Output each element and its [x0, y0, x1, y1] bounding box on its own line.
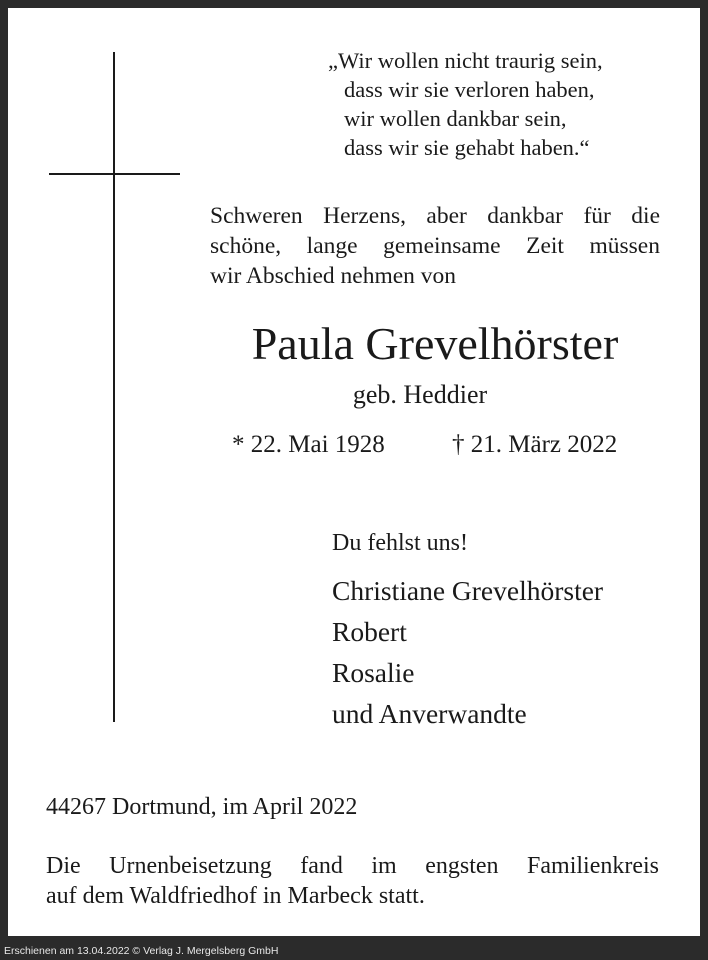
obituary-card	[8, 8, 700, 936]
quote-line: wir wollen dankbar sein,	[344, 106, 567, 131]
death-date: † 21. März 2022	[452, 431, 618, 458]
notice-line: auf dem Waldfriedhof in Marbeck statt.	[46, 883, 425, 909]
intro-line: wir Abschied nehmen von	[210, 263, 457, 289]
family-member: Christiane Grevelhörster	[332, 575, 604, 606]
family-member: Robert	[332, 616, 407, 647]
miss-you-text: Du fehlst uns!	[332, 530, 468, 556]
cross-icon-vertical-bar	[113, 52, 115, 722]
cross-icon-horizontal-bar	[49, 173, 180, 175]
place-date: 44267 Dortmund, im April 2022	[46, 794, 358, 820]
intro-text	[210, 201, 660, 291]
intro-line: schöne, lange gemeinsame Zeit müssen	[210, 233, 660, 259]
deceased-name: Paula Grevelhörster	[251, 318, 619, 369]
burial-notice	[46, 851, 659, 911]
family-member: Rosalie	[332, 657, 415, 688]
quote-line: „Wir wollen nicht traurig sein,	[328, 48, 603, 73]
family-member: und Anverwandte	[332, 698, 527, 729]
born-name: geb. Heddier	[352, 380, 488, 409]
publication-footer: Erschienen am 13.04.2022 © Verlag J. Mergelsberg GmbH	[4, 945, 279, 957]
notice-line: Die Urnenbeisetzung fand im engsten Familienkreis	[46, 853, 659, 879]
family-list	[332, 570, 603, 734]
quote-block	[328, 46, 603, 162]
intro-line: Schweren Herzens, aber dankbar für die	[210, 203, 660, 229]
birth-date: * 22. Mai 1928	[232, 431, 385, 458]
quote-line: dass wir sie verloren haben,	[344, 77, 595, 102]
quote-line: dass wir sie gehabt haben.“	[344, 135, 590, 160]
